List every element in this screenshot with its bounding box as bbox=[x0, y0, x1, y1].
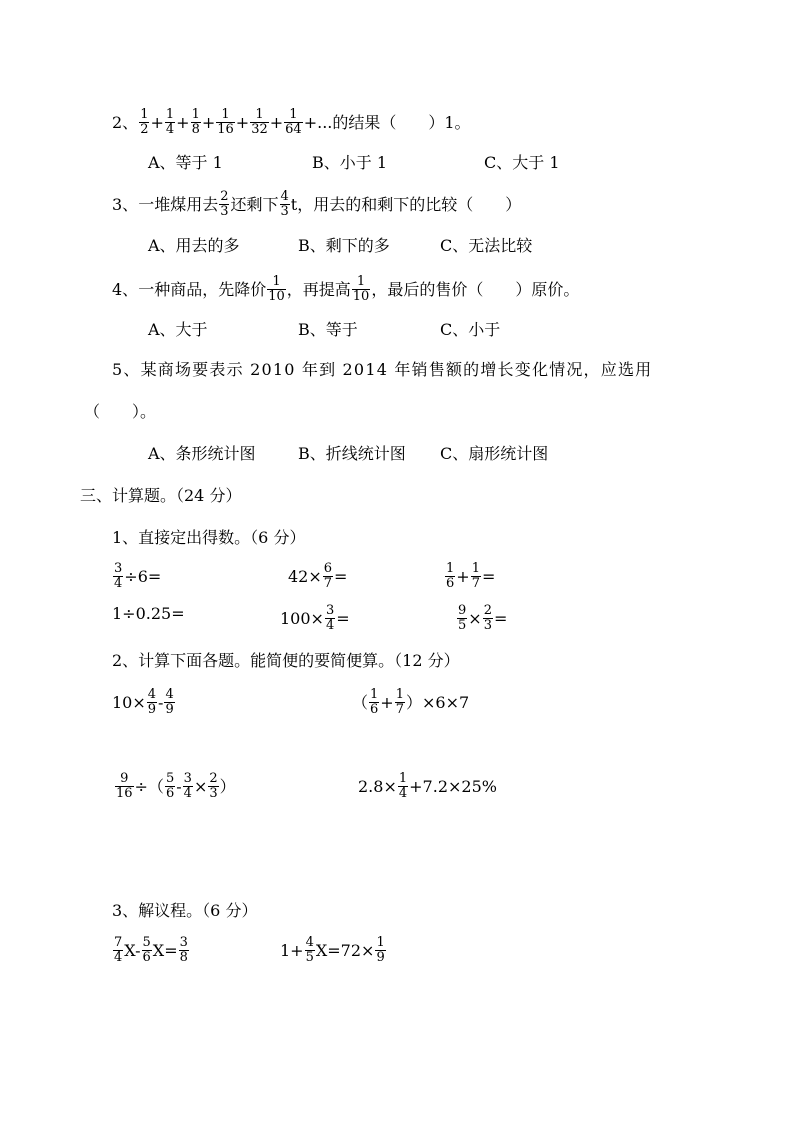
question-text: +...的结果（ ）1。 bbox=[303, 112, 471, 132]
fraction: $\frac{1}{32}$ bbox=[251, 107, 268, 137]
question-number: 4、 bbox=[112, 279, 139, 299]
expression: 10× $\frac{4}{9}$ - 4 9 bbox=[112, 687, 174, 717]
expression: 1 6 + $\frac{1}{7}$ = bbox=[446, 561, 496, 591]
question-3: 3、 一堆煤用去 2 3 还剩下 4 3 t，用去的和剩下的比较（ ） bbox=[112, 189, 522, 219]
fraction: $\frac{1}{8}$ bbox=[191, 107, 200, 137]
expression: 42× $\frac{6}{7}$ = bbox=[288, 561, 348, 591]
subsection-title: 1、直接定出得数。（6 分） bbox=[112, 528, 306, 547]
option-a: A、用去的多 bbox=[148, 236, 240, 255]
fraction: 1 6 bbox=[370, 687, 379, 717]
fraction: $\frac{3}{4}$ bbox=[183, 771, 192, 801]
option-b: B、折线统计图 bbox=[298, 444, 406, 463]
fraction: $\frac{3}{4}$ bbox=[325, 603, 335, 633]
fraction: $\frac{2}{3}$ bbox=[483, 603, 492, 633]
expression: $\frac{3}{4}$ ÷6= bbox=[114, 561, 162, 591]
fraction: $\frac{9}{16}$ bbox=[116, 771, 133, 801]
question-2: 2、 1 2 + $\frac{1}{4}$ + $\frac{1}{8}$ + $\frac{1}{16}$ + $\frac{1}{32}$ + $\frac{1}{64}$ +...的结果（ ）1。 bbox=[112, 107, 471, 137]
question-5-text: 5、某商场要表示 2010 年到 2014 年销售额的增长变化情况，应选用 bbox=[112, 360, 653, 379]
fraction: $\frac{6}{7}$ bbox=[323, 561, 333, 591]
option-b: B、小于 1 bbox=[312, 153, 388, 172]
expression: 2.8× $\frac{1}{4}$ +7.2×25% bbox=[358, 771, 497, 801]
fraction: $\frac{1}{16}$ bbox=[217, 107, 234, 137]
fraction: $\frac{1}{7}$ bbox=[395, 687, 404, 717]
option-c: C、无法比较 bbox=[440, 236, 533, 255]
fraction: $\frac{2}{3}$ bbox=[209, 771, 218, 801]
equation: 7 4 X- 5 6 X= $\frac{3}{8}$ bbox=[114, 935, 188, 965]
option-a: A、等于 1 bbox=[148, 153, 223, 172]
option-c: C、扇形统计图 bbox=[440, 444, 549, 463]
fraction: 7 4 bbox=[114, 935, 123, 965]
option-a: A、条形统计图 bbox=[148, 444, 256, 463]
option-c: C、小于 bbox=[440, 320, 501, 339]
fraction: $\frac{4}{5}$ bbox=[305, 935, 314, 965]
fraction: 1 2 bbox=[140, 107, 149, 137]
fraction: $\frac{1}{4}$ bbox=[165, 107, 175, 137]
expression: （ 1 6 + $\frac{1}{7}$ ）×6×7 bbox=[352, 687, 470, 717]
fraction: 4 3 bbox=[280, 189, 289, 219]
fraction: $\frac{9}{5}$ bbox=[458, 603, 467, 633]
fraction: $\frac{1}{4}$ bbox=[398, 771, 408, 801]
fraction: 1 10 bbox=[352, 274, 370, 304]
question-number: 3、 bbox=[112, 194, 139, 214]
expression: $\frac{9}{5}$ × $\frac{2}{3}$ = bbox=[458, 603, 508, 633]
option-a: A、大于 bbox=[148, 320, 208, 339]
fraction: 5 6 bbox=[142, 935, 151, 965]
option-c: C、大于 1 bbox=[484, 153, 560, 172]
fraction: 5 6 bbox=[165, 771, 175, 801]
equation: 1+ $\frac{4}{5}$ X=72× $\frac{1}{9}$ bbox=[280, 935, 385, 965]
fraction: $\frac{1}{7}$ bbox=[471, 561, 480, 591]
fraction: 4 9 bbox=[165, 687, 174, 717]
subsection-title: 3、解议程。（6 分） bbox=[112, 901, 258, 920]
fraction: 1 10 bbox=[268, 274, 285, 304]
expression: 100× $\frac{3}{4}$ = bbox=[280, 603, 350, 633]
expression: 1÷0.25= bbox=[112, 604, 185, 623]
expression: $\frac{9}{16}$ ÷（ 5 6 - $\frac{3}{4}$ × $\frac{2}{3}$ ） bbox=[116, 771, 236, 801]
fraction: $\frac{1}{64}$ bbox=[285, 107, 302, 137]
fraction: 2 3 bbox=[220, 189, 229, 219]
subsection-title: 2、计算下面各题。能简便的要简便算。（12 分） bbox=[112, 651, 460, 670]
fraction: $\frac{3}{8}$ bbox=[179, 935, 188, 965]
section-title: 三、计算题。（24 分） bbox=[80, 486, 242, 505]
question-4: 4、 一种商品，先降价 1 10 ，再提高 1 10 ，最后的售价（ ）原价。 bbox=[112, 274, 580, 304]
fraction: $\frac{1}{9}$ bbox=[376, 935, 385, 965]
question-5-answer-blank: （ ）。 bbox=[84, 402, 157, 421]
fraction: 1 6 bbox=[446, 561, 455, 591]
question-number: 2、 bbox=[112, 112, 139, 132]
fraction: $\frac{4}{9}$ bbox=[147, 687, 157, 717]
option-b: B、等于 bbox=[298, 320, 358, 339]
option-b: B、剩下的多 bbox=[298, 236, 390, 255]
fraction: $\frac{3}{4}$ bbox=[114, 561, 123, 591]
